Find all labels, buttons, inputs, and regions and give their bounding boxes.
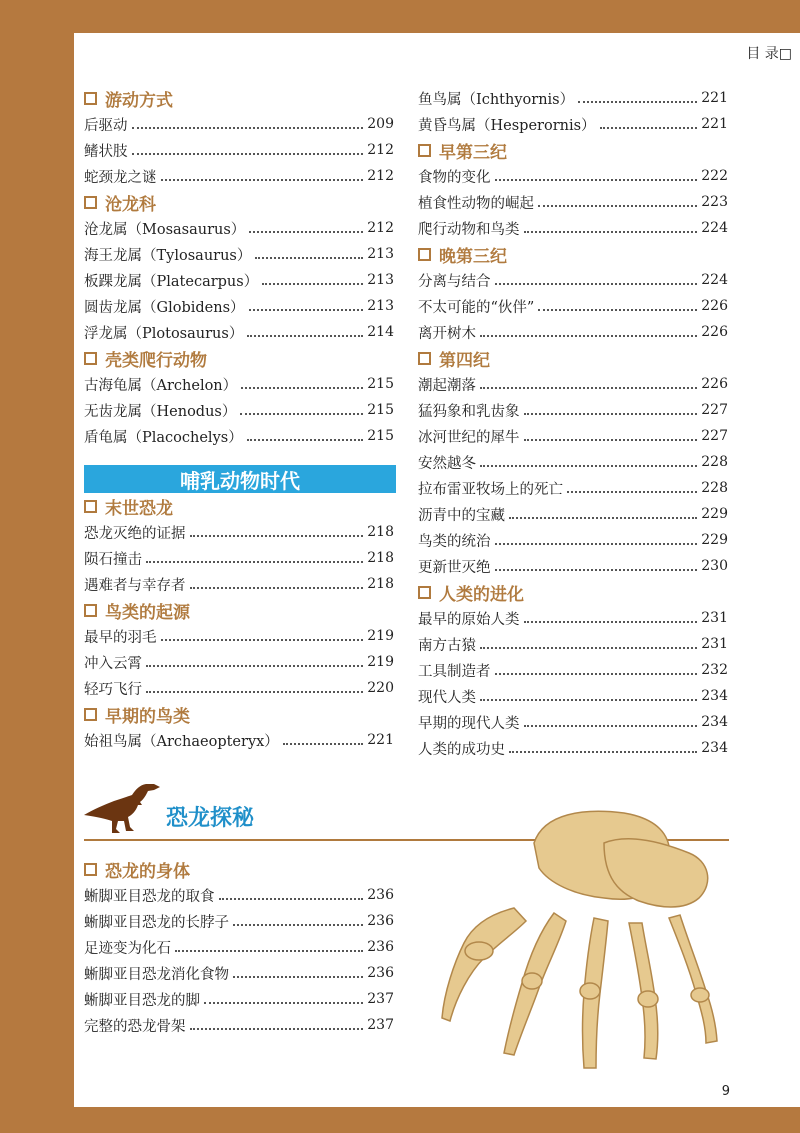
toc-entry-page: 215 [367, 428, 394, 444]
toc-entry[interactable] [418, 293, 728, 319]
toc-entry-title: 拉布雷亚牧场上的死亡 [418, 481, 563, 498]
toc-entry[interactable] [84, 675, 394, 701]
dot-leader [161, 639, 364, 641]
section-heading [84, 597, 394, 623]
checkbox-square-icon [84, 708, 97, 721]
toc-entry[interactable] [84, 960, 394, 986]
checkbox-square-icon [84, 196, 97, 209]
toc-entry-title: 安然越冬 [418, 455, 476, 472]
checkbox-square-icon [84, 604, 97, 617]
section-heading [84, 85, 394, 111]
toc-entry[interactable] [418, 683, 728, 709]
dot-leader [175, 950, 363, 952]
toc-entry-page: 231 [701, 636, 728, 652]
toc-page [74, 33, 800, 1107]
toc-entry[interactable] [418, 735, 728, 761]
toc-entry-page: 231 [701, 610, 728, 626]
dot-leader [524, 439, 698, 441]
dot-leader [524, 413, 698, 415]
toc-entry-title: 后驱动 [84, 117, 128, 134]
dot-leader [161, 179, 364, 181]
section-heading [418, 241, 728, 267]
dot-leader [480, 699, 697, 701]
toc-entry-title: 海王龙属（Tylosaurus） [84, 247, 252, 264]
toc-entry[interactable] [84, 111, 394, 137]
toc-entry[interactable] [418, 475, 728, 501]
section-heading [418, 579, 728, 605]
toc-entry-title: 完整的恐龙骨架 [84, 1018, 186, 1035]
toc-entry-page: 212 [367, 168, 394, 184]
toc-entry[interactable] [84, 727, 394, 753]
dot-leader [247, 439, 364, 441]
checkbox-square-icon [418, 144, 431, 157]
dot-leader [509, 751, 697, 753]
toc-entry[interactable] [84, 934, 394, 960]
toc-entry-title: 爬行动物和鸟类 [418, 221, 520, 238]
section-title: 人类的进化 [439, 584, 524, 605]
toc-entry-page: 236 [367, 887, 394, 903]
toc-entry-page: 218 [367, 576, 394, 592]
toc-entry-page: 234 [701, 740, 728, 756]
toc-entry-page: 236 [367, 965, 394, 981]
toc-entry[interactable] [84, 267, 394, 293]
toc-entry[interactable] [84, 519, 394, 545]
dot-leader [567, 491, 697, 493]
toc-entry[interactable] [84, 241, 394, 267]
toc-entry[interactable] [418, 449, 728, 475]
toc-entry-title: 猛犸象和乳齿象 [418, 403, 520, 420]
toc-entry-title: 轻巧飞行 [84, 681, 142, 698]
section-title: 壳类爬行动物 [105, 350, 207, 371]
toc-entry-title: 最早的原始人类 [418, 611, 520, 628]
toc-entry-page: 209 [367, 116, 394, 132]
toc-entry[interactable] [84, 623, 394, 649]
dot-leader [578, 101, 697, 103]
toc-entry-title: 南方古猿 [418, 637, 476, 654]
toc-entry-page: 214 [367, 324, 394, 340]
toc-entry-title: 无齿龙属（Henodus） [84, 403, 237, 420]
dinosaur-silhouette-icon [82, 775, 164, 837]
toc-entry-page: 236 [367, 939, 394, 955]
toc-entry-title: 陨石撞击 [84, 551, 142, 568]
toc-entry-title: 鸟类的统治 [418, 533, 491, 550]
toc-entry-page: 218 [367, 550, 394, 566]
dot-leader [132, 127, 364, 129]
toc-entry-page: 228 [701, 480, 728, 496]
toc-entry-page: 226 [701, 298, 728, 314]
toc-entry[interactable] [84, 908, 394, 934]
toc-entry[interactable] [418, 423, 728, 449]
toc-entry[interactable] [84, 371, 394, 397]
toc-entry-title: 离开树木 [418, 325, 476, 342]
toc-entry[interactable] [418, 163, 728, 189]
toc-entry[interactable] [418, 319, 728, 345]
dot-leader [495, 543, 698, 545]
toc-entry-title: 板踝龙属（Platecarpus） [84, 273, 259, 290]
toc-entry-title: 蜥脚亚目恐龙的长脖子 [84, 914, 229, 931]
section-title: 游动方式 [105, 90, 173, 111]
toc-entry-page: 212 [367, 220, 394, 236]
toc-entry[interactable] [84, 137, 394, 163]
toc-entry-page: 221 [701, 116, 728, 132]
dot-leader [524, 231, 698, 233]
toc-entry-title: 恐龙灭绝的证据 [84, 525, 186, 542]
toc-entry[interactable] [418, 397, 728, 423]
toc-entry-page: 230 [701, 558, 728, 574]
toc-entry[interactable] [84, 545, 394, 571]
toc-entry-page: 232 [701, 662, 728, 678]
toc-entry-page: 224 [701, 272, 728, 288]
dot-leader [480, 387, 697, 389]
section-heading [84, 493, 394, 519]
dot-leader [233, 976, 363, 978]
toc-entry-page: 219 [367, 654, 394, 670]
dot-leader [509, 517, 697, 519]
dot-leader [204, 1002, 363, 1004]
toc-entry-title: 分离与结合 [418, 273, 491, 290]
dot-leader [538, 205, 697, 207]
toc-entry-title: 工具制造者 [418, 663, 491, 680]
dot-leader [495, 283, 698, 285]
toc-entry-page: 228 [701, 454, 728, 470]
checkbox-square-icon [418, 586, 431, 599]
toc-entry-page: 234 [701, 714, 728, 730]
toc-entry-page: 224 [701, 220, 728, 236]
toc-entry-title: 食物的变化 [418, 169, 491, 186]
dot-leader [480, 465, 697, 467]
toc-entry-page: 215 [367, 402, 394, 418]
dot-leader [146, 665, 363, 667]
toc-entry-title: 冰河世纪的犀牛 [418, 429, 520, 446]
toc-entry-title: 遇难者与幸存者 [84, 577, 186, 594]
toc-entry[interactable] [84, 1012, 394, 1038]
toc-entry-title: 人类的成功史 [418, 741, 505, 758]
chapter-label: 目 录 [746, 46, 779, 62]
section-title: 沧龙科 [105, 194, 156, 215]
toc-entry[interactable] [418, 189, 728, 215]
dot-leader [190, 587, 364, 589]
toc-entry-title: 始祖鸟属（Archaeopteryx） [84, 733, 279, 750]
toc-entry[interactable] [84, 163, 394, 189]
dot-leader [495, 673, 698, 675]
toc-entry-title: 现代人类 [418, 689, 476, 706]
toc-entry-title: 更新世灭绝 [418, 559, 491, 576]
toc-entry[interactable] [418, 657, 728, 683]
toc-entry-page: 215 [367, 376, 394, 392]
toc-entry[interactable] [84, 215, 394, 241]
dot-leader [219, 898, 364, 900]
page-number: 9 [721, 1084, 730, 1099]
dot-leader [255, 257, 363, 259]
section-title: 晚第三纪 [439, 246, 507, 267]
dot-leader [283, 743, 363, 745]
toc-entry-page: 229 [701, 506, 728, 522]
dot-leader [524, 621, 698, 623]
chapter-header [746, 43, 792, 63]
toc-entry-page: 222 [701, 168, 728, 184]
toc-entry-title: 蛇颈龙之谜 [84, 169, 157, 186]
toc-entry-title: 不太可能的“伙伴” [418, 299, 535, 316]
section-heading [84, 189, 394, 215]
toc-entry-title: 古海龟属（Archelon） [84, 377, 238, 394]
checkbox-square-icon [418, 352, 431, 365]
toc-entry-title: 圆齿龙属（Globidens） [84, 299, 245, 316]
dot-leader [495, 179, 698, 181]
dot-leader [249, 309, 364, 311]
toc-entry-title: 黄昏鸟属（Hesperornis） [418, 117, 596, 134]
toc-column-left-2 [84, 493, 394, 753]
toc-entry[interactable] [84, 571, 394, 597]
toc-entry[interactable] [418, 605, 728, 631]
dot-leader [241, 387, 363, 389]
toc-entry-page: 229 [701, 532, 728, 548]
toc-entry[interactable] [418, 267, 728, 293]
toc-entry[interactable] [84, 649, 394, 675]
toc-entry-page: 226 [701, 324, 728, 340]
toc-column-right [418, 85, 728, 761]
section-title: 鸟类的起源 [105, 602, 190, 623]
dot-leader [146, 561, 363, 563]
dot-leader [132, 153, 364, 155]
toc-entry[interactable] [418, 709, 728, 735]
dot-leader [495, 569, 698, 571]
dot-leader [249, 231, 363, 233]
section-heading [418, 345, 728, 371]
section-title: 末世恐龙 [105, 498, 173, 519]
section-title: 恐龙的身体 [105, 861, 190, 882]
toc-entry[interactable] [418, 85, 728, 111]
toc-entry-page: 227 [701, 402, 728, 418]
toc-entry-title: 早期的现代人类 [418, 715, 520, 732]
dot-leader [190, 1028, 364, 1030]
toc-entry-page: 221 [701, 90, 728, 106]
checkbox-square-icon [84, 352, 97, 365]
dot-leader [524, 725, 698, 727]
toc-entry-title: 蜥脚亚目恐龙消化食物 [84, 966, 229, 983]
checkbox-square-icon [84, 500, 97, 513]
toc-entry-page: 213 [367, 246, 394, 262]
dot-leader [240, 413, 363, 415]
section-title: 第四纪 [439, 350, 490, 371]
toc-column-left [84, 85, 394, 449]
dot-leader [538, 309, 697, 311]
toc-entry[interactable] [418, 631, 728, 657]
toc-entry-page: 220 [367, 680, 394, 696]
toc-entry-page: 219 [367, 628, 394, 644]
toc-entry-title: 植食性动物的崛起 [418, 195, 534, 212]
dot-leader [480, 335, 697, 337]
toc-entry[interactable] [418, 371, 728, 397]
dot-leader [190, 535, 364, 537]
toc-entry-title: 浮龙属（Plotosaurus） [84, 325, 244, 342]
dot-leader [480, 647, 697, 649]
toc-entry-title: 鱼鸟属（Ichthyornis） [418, 91, 575, 108]
toc-entry-title: 潮起潮落 [418, 377, 476, 394]
toc-entry-title: 最早的羽毛 [84, 629, 157, 646]
toc-entry-title: 蜥脚亚目恐龙的脚 [84, 992, 200, 1009]
toc-entry[interactable] [84, 319, 394, 345]
toc-entry[interactable] [84, 293, 394, 319]
dot-leader [600, 127, 698, 129]
dot-leader [247, 335, 363, 337]
toc-entry-title: 沥青中的宝藏 [418, 507, 505, 524]
toc-entry-page: 213 [367, 298, 394, 314]
toc-entry-page: 221 [367, 732, 394, 748]
toc-entry[interactable] [418, 553, 728, 579]
toc-entry-page: 237 [367, 991, 394, 1007]
section-title: 早第三纪 [439, 142, 507, 163]
toc-entry-page: 223 [701, 194, 728, 210]
chapter-mark: □ [778, 46, 792, 62]
toc-entry-page: 227 [701, 428, 728, 444]
toc-entry[interactable] [84, 986, 394, 1012]
toc-entry-page: 212 [367, 142, 394, 158]
toc-entry-page: 226 [701, 376, 728, 392]
section-heading [84, 345, 394, 371]
toc-entry[interactable] [418, 501, 728, 527]
toc-entry[interactable] [84, 882, 394, 908]
part-banner-title: 哺乳动物时代 [180, 468, 300, 493]
fossil-foot-bones-illustration [414, 803, 744, 1103]
toc-entry-page: 213 [367, 272, 394, 288]
toc-entry[interactable] [84, 423, 394, 449]
toc-entry-title: 足迹变为化石 [84, 940, 171, 957]
toc-entry[interactable] [418, 215, 728, 241]
dot-leader [146, 691, 363, 693]
toc-entry-page: 237 [367, 1017, 394, 1033]
section-heading [84, 856, 394, 882]
toc-entry-title: 盾龟属（Placochelys） [84, 429, 243, 446]
part-banner [84, 465, 396, 493]
toc-entry[interactable] [84, 397, 394, 423]
section-heading [84, 701, 394, 727]
checkbox-square-icon [418, 248, 431, 261]
toc-entry-title: 沧龙属（Mosasaurus） [84, 221, 246, 238]
toc-column-bottom [84, 856, 394, 1038]
toc-entry-title: 蜥脚亚目恐龙的取食 [84, 888, 215, 905]
toc-entry[interactable] [418, 111, 728, 137]
toc-entry-title: 鳍状肢 [84, 143, 128, 160]
toc-entry-page: 234 [701, 688, 728, 704]
dino-part-title: 恐龙探秘 [166, 806, 255, 831]
dot-leader [233, 924, 363, 926]
section-heading [418, 137, 728, 163]
toc-entry-title: 冲入云霄 [84, 655, 142, 672]
section-title: 早期的鸟类 [105, 706, 190, 727]
toc-entry[interactable] [418, 527, 728, 553]
checkbox-square-icon [84, 863, 97, 876]
toc-entry-page: 218 [367, 524, 394, 540]
checkbox-square-icon [84, 92, 97, 105]
dot-leader [262, 283, 363, 285]
toc-entry-page: 236 [367, 913, 394, 929]
